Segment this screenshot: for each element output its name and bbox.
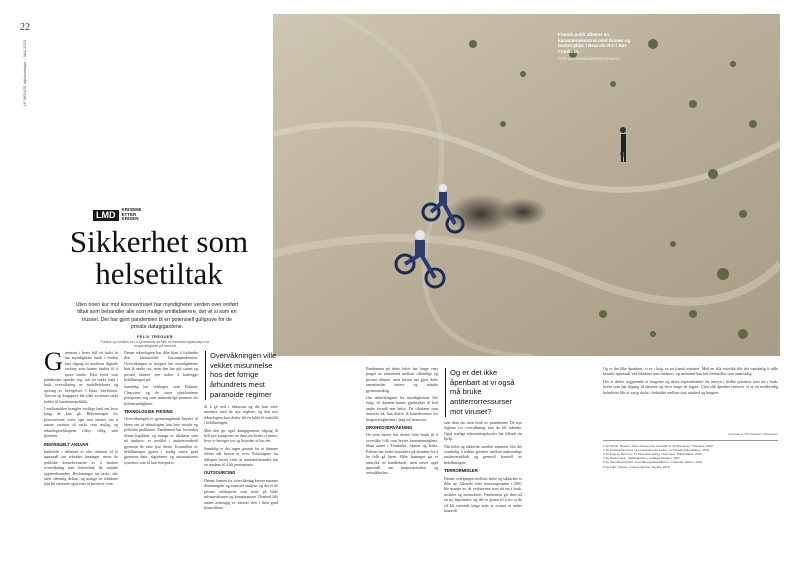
photo-caption-text: Fransk politi afhører en karantænekontrol med droner og motorcykler i Brau-du-Roi i Sør-Frankrike. [558,32,631,55]
footnote: 6 Se Félix Tréguer, L’utopie déchue, Fayard, 2019. [603,464,671,469]
byline-name: FÉLIX TRÉGUER [137,334,173,339]
column-1 [44,350,118,562]
article-headline: Sikkerhet som helsetiltak [69,224,249,291]
pull-quote-1 [205,351,277,400]
pull-quote-2 [445,368,523,417]
col3-subhead: OUTSOURCING [204,470,236,476]
col1-paragraph-2: I mellomtiden krangler vestlige land om hvor langt de kan gå. Bekymringen for personvernet veies opp mot ønsket om å stanse smitten så raskt som mulig, og teknologiselskapene tilbyr villig sine tjenester. [44,406,118,439]
col2-paragraph-3: Overvåkningen er gjennomgående knyttet til ideen om at teknologien kan løse sosiale og politiske problemer. Pandemien har forsterket denne logikken, og mange av tiltakene som nå innføres, er utviklet i antiterrorarbeid gjennom de siste tjue årene. Kontrollen av befolkningen gjøres i stadig større grad gjennom data, algoritmer og automatiserte systemer som få kan etterprøve. [124,416,198,465]
footnotes-rule [603,440,778,441]
col2-subhead: TEKNOLOGISK FIKSING [124,409,173,415]
col4-paragraph-3: De siste ukene har droner blitt brukt til å overvåke folk som bryter karantenereglene, blant annet i Frankrike, Spania og Italia. Politiet har brukt høyttalere på dronene for å be folk gå hjem. Slike løsninger gir et inntrykk av handlekraft, men reiser også spørsmål om proporsjonalitet og rettssikkerhet. [366,432,438,476]
col1-subhead: INDIVIDUELT ANSVAR [44,441,89,447]
column-4 [366,366,438,562]
pull-quote-1-text: Overvåkningen ville vekket misunnelse hos det forrige århundrets mest paranoide regimer [210,351,277,399]
col6-paragraph-1: Og er det ikke åpenbart, vi er i krig, sa en fransk minister. Med en slik retorikk blir det vanskelig å stille kritiske spørsmål ved tiltakene som innføres, og motstand kan lett fremstilles som uansvarlig. [603,366,778,377]
running-head-left: LE MONDE diplomatique – MAI 2020 [22,40,27,107]
col2-paragraph-2: Samtidig har selskaper som Palantir, Clearview og de store plattformene posisjonert seg som uunnværlige partnere for helsemyndigheter. [124,384,198,406]
footnote: 2 Se Christophe Prieur, «Les données de santé», Le Monde diplomatique, 2019. [603,447,710,452]
kicker-text: KRISENE ETTER KRISEN [121,207,142,222]
column-2 [124,350,198,562]
byline-role: Forsker og medlem av La Quadrature du Net, en interesseorganisasjon for borgerrettigheter på internett [100,340,210,348]
col5-subhead: TERRORMIDLER [444,468,478,474]
col1-paragraph-3: Innholdet i debatten er ofte redusert til et spørsmål om tekniske løsninger, mens de politiske konsekvensene av å innføre overvåkning som helsetiltak får mindre oppmerksomhet. Beslutninger tas raskt, ofte uten offentlig debatt, og mange av tiltakene kan bli værende også etter at krisen er over. [44,448,118,487]
photo-caption [558,32,644,61]
footnote: 3 Se Evgeny Morozov, To Save Everything, Click Here, PublicAffairs, 2013. [603,451,703,456]
col3-paragraph-3: Samtidig er det ingen garanti for at dataene slettes når krisen er over. Erfaringene fra tidligere kriser viser at unntakstilstander har en tendens til å bli permanente. [204,445,278,468]
column-5 [444,420,522,562]
sand-dunes-photo [273,14,780,356]
col3-paragraph-2: Men den gir også datagigantene tilgang til helt nye kategorier av data om hvem vi møter, hvor vi beveger oss og hvordan vi har det. [204,427,278,444]
col5-paragraph-3: Denne overgangen mellom helse og sikkerhet er ikke ny. Allerede etter terrorangrepene i 2001 ble mange av de verktøyene som nå tas i bruk, utviklet og normalisert. Pandemien gir dem nå en ny legitimitet, og det er grunn til å tro at de vil bli værende lenge etter at viruset er under kontroll. [444,475,522,514]
col3-paragraph-1: til å gå ned i ekkorom og det kan være misnøye med de nye reglene, og den nye teknologien kan derfor bli en kilde til mistillit i befolkningen. [204,404,278,426]
article-lede: Uten noen kur mot koronaviruset har myndigheter verden over innført tiltak som behandler alle som mulige smittebærere, det vil si som en trussel. Det har gjort pandemien til en potensiell gullgruve for de private datagigantene. [75,302,239,331]
col5-paragraph-1: sine data om uten bruk av pandemien. De nye reglene for overvåkning kan da bli stående. Også statlige etterretningsbyråer har tilbudt sin hjelp. [444,420,522,442]
photo-credit: PERE MARCHAND/SIPA/NTB SCANPIX [558,56,620,61]
column-6 [603,366,778,430]
col1-paragraph-1: jennom i hvert fall ett halvt år har myndigheter rundt i verden hatt tilgang til moderne digitale verktøy som kunne brukes til å spore smitte. Etter hvert som pandemien spredte seg, tok en rekke land i bruk overvåkning av mobiltelefoner og sporing av bevegelser. I Kina, Sør-Korea, Taiwan og Singapore ble slike systemer raskt koblet til karantenepolitikk. [44,350,118,404]
col4-paragraph-2: Om anbefalingene fra myndighetene blir fulgt, vil dataene kunne gjenbrukes til helt andre formål enn helse. De tiltakene som innføres nå, kan derfor få konsekvenser for borgerrettighetene i lang tid fremover. [366,395,438,422]
col2-paragraph-1: Denne teknologien har ikke klart å forhindre den katastrofale koronapandemien. Overvåkingen av borgere har myndighetene hatt lå under oss, men den har gitt staten og private aktører nye måter å kartlegge befolkningen på. [124,350,198,383]
translator-signoff: Oversatt av Wil Lindstrøm Nordsveen [728,432,778,436]
byline [90,334,220,348]
footnotes [603,440,778,469]
col4-subhead: DRONEOVERVÅKNING [366,425,413,431]
hero-photo [273,14,780,356]
lmd-logo: LMD [93,210,119,221]
footnote: 4 Se Naomi Klein, Sjokkdoktrinen, Forlaget Oktober, 2007. [603,456,681,461]
footnote: 1 Se Olivier Tesquet, «Des drones pour surveiller le confinement», Télérama, 2020. [603,443,714,448]
column-3 [204,404,278,562]
pull-quote-2-text: Og er det ikke åpenbart at vi også må bruke antiterrorressurser mot viruset? [450,368,515,416]
col5-paragraph-2: Når helse og sikkerhet smelter sammen, blir det vanskelig å trekke grensen mellom nødvendige smitteverntiltak og generell kontroll av befolkningen. [444,443,522,465]
footnote: 5 Se Shoshana Zuboff, Overvåkningskapitalismen, Cappelen Damm, 2019. [603,460,703,465]
col6-paragraph-2: Det er derfor avgjørende at borgerne og deres representanter får innsyn i hvilke systemer som tas i bruk, hvem som har tilgang til dataene og hvor lenge de lagres. Uten slik åpenhet risikerer vi at en midlertidig helsekrise blir et varig skifte i forholdet mellom stat, marked og borgere. [603,378,778,395]
section-kicker [93,208,152,222]
col3-paragraph-4: Denne formen for overvåkning krever enorme datamengder og avansert analyse, og det er de private selskapene som sitter på både infrastrukturen og kompetansen. Dermed blir staten avhengig av aktører den i liten grad kontrollerer. [204,477,278,510]
drop-cap: G [44,350,63,376]
page-number-left: 22 [20,22,30,33]
col4-paragraph-1: Pandemien på dette feltet har lenge vært preget av samarbeid mellom offentlige og private aktører, men krisen har gjort dette samarbeidet tettere og mindre gjennomsiktig. [366,366,438,393]
